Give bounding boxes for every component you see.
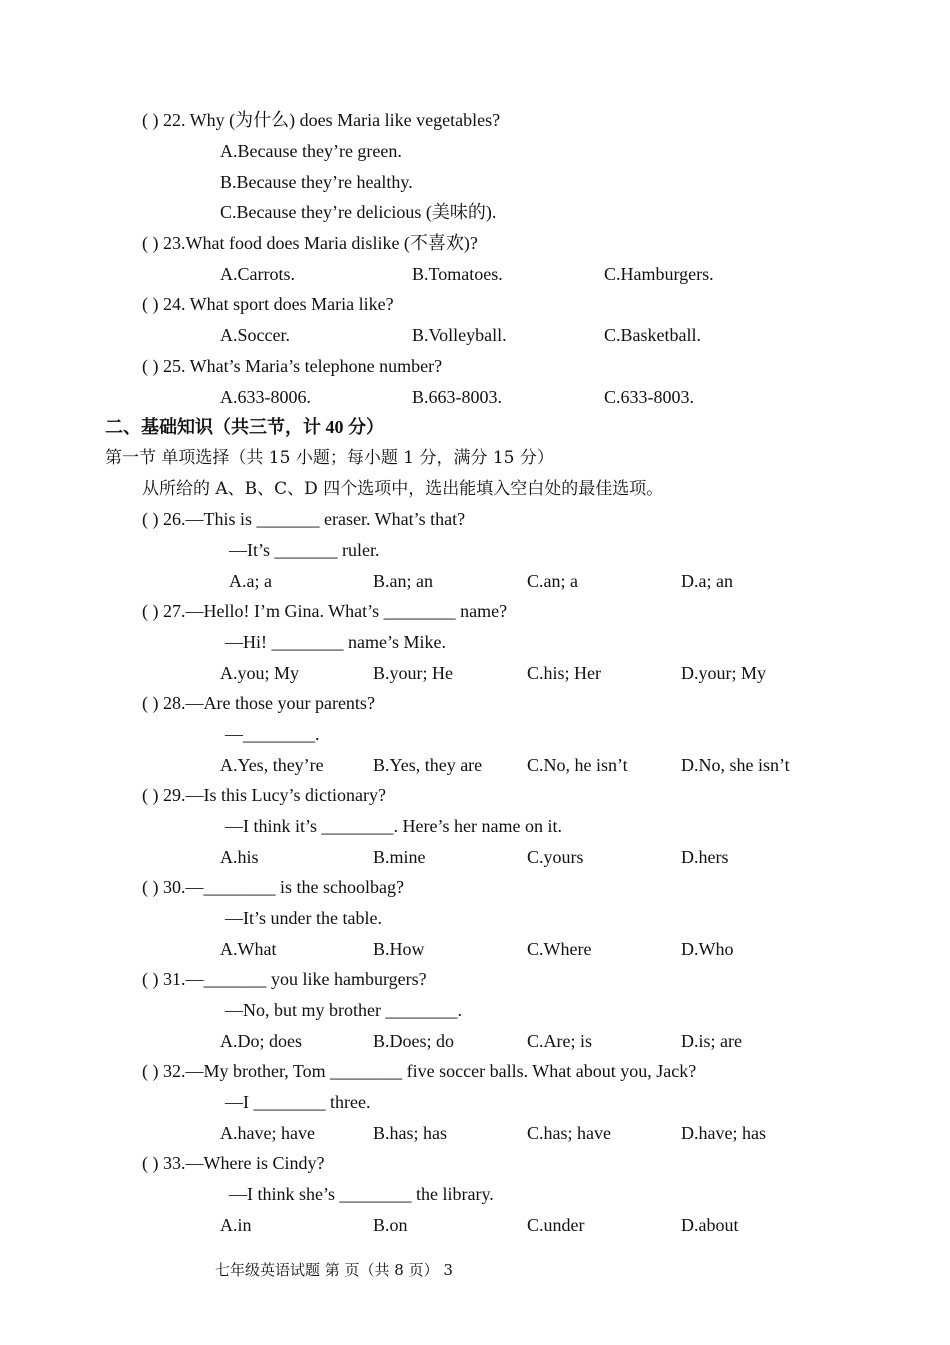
question-29: ( ) 29.—Is this Lucy’s dictionary? — [142, 785, 386, 805]
q26-option-c: C.an; a — [527, 571, 578, 591]
q31-line2: —No, but my brother ________. — [225, 1000, 462, 1020]
q31-option-a: A.Do; does — [220, 1031, 302, 1051]
q31-option-c: C.Are; is — [527, 1031, 592, 1051]
q30-line2: —It’s under the table. — [225, 908, 382, 928]
q26-option-a: A.a; a — [229, 571, 272, 591]
question-27: ( ) 27.—Hello! I’m Gina. What’s ________ name? — [142, 601, 508, 621]
q23-option-c: C.Hamburgers. — [604, 264, 714, 284]
q31-option-d: D.is; are — [681, 1031, 742, 1051]
instruction-text: 从所给的 A、B、C、D 四个选项中，选出能填入空白处的最佳选项。 — [142, 479, 664, 499]
q29-option-c: C.yours — [527, 847, 584, 867]
question-28: ( ) 28.—Are those your parents? — [142, 693, 375, 713]
question-24: ( ) 24. What sport does Maria like? — [142, 294, 394, 314]
q33-option-b: B.on — [373, 1215, 408, 1235]
q30-option-b: B.How — [373, 939, 425, 959]
q27-option-a: A.you; My — [220, 663, 300, 683]
q29-line2: —I think it’s ________. Here’s her name on it. — [225, 816, 562, 836]
q30-option-a: A.What — [220, 939, 277, 959]
q29-option-a: A.his — [220, 847, 259, 867]
q24-option-a: A.Soccer. — [220, 325, 290, 345]
q25-option-c: C.633-8003. — [604, 387, 694, 407]
section-heading: 二、基础知识（共三节，计 40 分） — [105, 417, 384, 437]
q24-option-b: B.Volleyball. — [412, 325, 507, 345]
q28-option-a: A.Yes, they’re — [220, 755, 324, 775]
question-22: ( ) 22. Why (为什么) does Maria like vegetables? — [142, 110, 501, 130]
question-30: ( ) 30.—________ is the schoolbag? — [142, 877, 404, 897]
q26-option-b: B.an; an — [373, 571, 433, 591]
q25-option-a: A.633-8006. — [220, 387, 311, 407]
q26-option-d: D.a; an — [681, 571, 733, 591]
question-23: ( ) 23.What food does Maria dislike (不喜欢)? — [142, 233, 478, 253]
q32-line2: —I ________ three. — [225, 1092, 371, 1112]
q32-option-b: B.has; has — [373, 1123, 447, 1143]
q27-option-c: C.his; Her — [527, 663, 601, 683]
q30-option-c: C.Where — [527, 939, 592, 959]
q29-option-b: B.mine — [373, 847, 426, 867]
q28-option-b: B.Yes, they are — [373, 755, 483, 775]
q32-option-d: D.have; has — [681, 1123, 766, 1143]
question-31: ( ) 31.—_______ you like hamburgers? — [142, 969, 427, 989]
question-26: ( ) 26.—This is _______ eraser. What’s that? — [142, 509, 466, 529]
q28-line2: —________. — [225, 724, 320, 744]
page-footer: 七年级英语试题 第 页（共 8 页） 3 — [215, 1261, 453, 1279]
part-heading: 第一节 单项选择（共 15 小题；每小题 1 分，满分 15 分） — [105, 448, 554, 468]
q22-option-a: A.Because they’re green. — [220, 141, 402, 161]
question-25: ( ) 25. What’s Maria’s telephone number? — [142, 356, 443, 376]
q26-line2: —It’s _______ ruler. — [229, 540, 380, 560]
q33-option-d: D.about — [681, 1215, 739, 1235]
question-33: ( ) 33.—Where is Cindy? — [142, 1153, 325, 1173]
q22-option-c: C.Because they’re delicious (美味的). — [220, 202, 497, 222]
q27-option-b: B.your; He — [373, 663, 453, 683]
q23-option-b: B.Tomatoes. — [412, 264, 503, 284]
q33-line2: —I think she’s ________ the library. — [229, 1184, 494, 1204]
q27-option-d: D.your; My — [681, 663, 766, 683]
q28-option-d: D.No, she isn’t — [681, 755, 790, 775]
q32-option-a: A.have; have — [220, 1123, 315, 1143]
q24-option-c: C.Basketball. — [604, 325, 701, 345]
q30-option-d: D.Who — [681, 939, 734, 959]
q25-option-b: B.663-8003. — [412, 387, 502, 407]
q27-line2: —Hi! ________ name’s Mike. — [225, 632, 446, 652]
q22-option-b: B.Because they’re healthy. — [220, 172, 413, 192]
question-32: ( ) 32.—My brother, Tom ________ five soccer balls. What about you, Jack? — [142, 1061, 697, 1081]
q33-option-c: C.under — [527, 1215, 585, 1235]
q29-option-d: D.hers — [681, 847, 729, 867]
q31-option-b: B.Does; do — [373, 1031, 454, 1051]
q28-option-c: C.No, he isn’t — [527, 755, 628, 775]
q32-option-c: C.has; have — [527, 1123, 611, 1143]
q33-option-a: A.in — [220, 1215, 252, 1235]
q23-option-a: A.Carrots. — [220, 264, 295, 284]
